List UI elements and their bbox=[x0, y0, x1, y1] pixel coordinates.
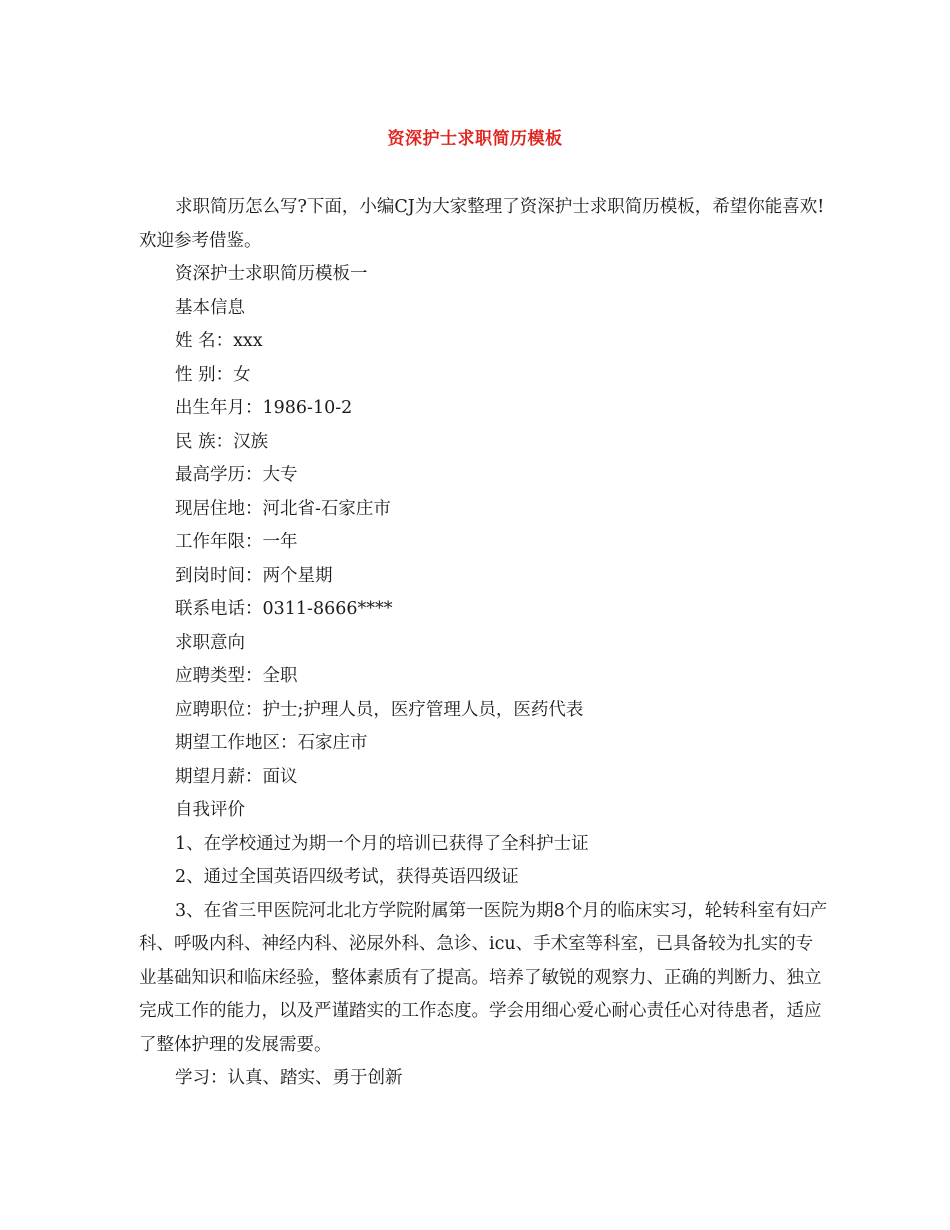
evaluation-item-2: 2、通过全国英语四级考试，获得英语四级证 bbox=[175, 867, 519, 887]
field-start-time: 到岗时间：两个星期 bbox=[175, 565, 333, 586]
document-body bbox=[139, 191, 829, 1096]
field-salary: 期望月薪：面议 bbox=[175, 766, 298, 787]
field-birth-date: 出生年月：1986-10-2 bbox=[175, 398, 353, 418]
document-title: 资深护士求职简历模板 bbox=[387, 129, 563, 149]
field-gender: 性 别：女 bbox=[175, 364, 251, 385]
section-self-evaluation: 自我评价 bbox=[175, 800, 245, 820]
field-residence: 现居住地：河北省-石家庄市 bbox=[175, 498, 391, 519]
field-phone: 联系电话：0311-8666**** bbox=[175, 599, 393, 619]
field-ethnicity: 民 族：汉族 bbox=[175, 431, 269, 452]
field-work-years: 工作年限：一年 bbox=[175, 532, 298, 552]
section-basic-info: 基本信息 bbox=[175, 297, 245, 318]
intro-paragraph: 求职简历怎么写?下面，小编CJ为大家整理了资深护士求职简历模板，希望你能喜欢!欢迎参考借鉴。 bbox=[139, 197, 825, 251]
evaluation-item-3: 3、在省三甲医院河北北方学院附属第一医院为期8个月的临床实习，轮转科室有妇产科、呼吸内科、神经内科、泌尿外科、急诊、icu、手术室等科室，已具备较为扎实的专业基础知识和临床经验，整体素质有了提高。培养了敏锐的观察力、正确的判断力、独立完成工作的能力，以及严谨踏实的工作态度。学会用细心爱心耐心责任心对待患者，适应了整体护理的发展需要。 bbox=[139, 900, 828, 1055]
field-job-type: 应聘类型：全职 bbox=[175, 666, 298, 686]
field-education: 最高学历：大专 bbox=[175, 465, 298, 485]
field-work-region: 期望工作地区：石家庄市 bbox=[175, 733, 368, 753]
field-name: 姓 名：xxx bbox=[175, 331, 263, 351]
study-line: 学习：认真、踏实、勇于创新 bbox=[175, 1068, 403, 1088]
section-job-intention: 求职意向 bbox=[175, 632, 245, 653]
field-position: 应聘职位：护士;护理人员，医疗管理人员，医药代表 bbox=[175, 699, 584, 720]
evaluation-item-1: 1、在学校通过为期一个月的培训已获得了全科护士证 bbox=[175, 833, 589, 854]
template-heading: 资深护士求职简历模板一 bbox=[175, 264, 368, 284]
